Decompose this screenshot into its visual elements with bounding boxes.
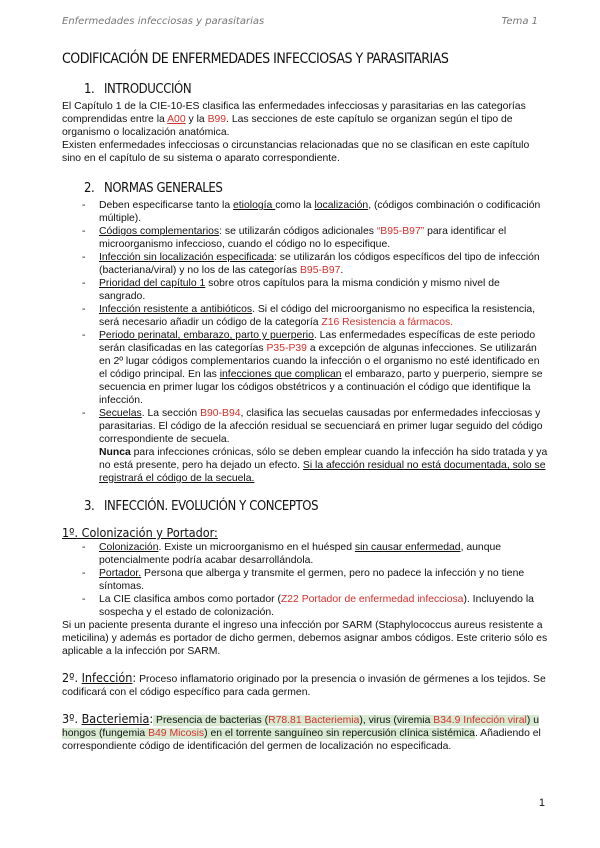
list-item: - Secuelas. La sección B90-B94, clasifica las secuelas causadas por enfermedades infecciosas y parasitarias. El código de la afección residual se secuenciará en primer lugar seguido del código correspondiente de secuela. <box>62 407 548 446</box>
infeccion-definition: 2º. Infección: Proceso inflamatorio originado por la presencia o invasión de gérmenes a los tejidos. Se codificará con el código específico para cada germen. <box>62 670 546 698</box>
subheading-colonizacion: 1º. Colonización y Portador: <box>62 525 218 540</box>
list-item: - La CIE clasifica ambos como portador (Z22 Portador de enfermedad infecciosa). Incluyendo la sospecha y el estado de colonización. <box>62 593 548 619</box>
page-header <box>62 15 538 29</box>
list-item: - Portador. Persona que alberga y transmite el germen, pero no padece la infección y no tiene síntomas. <box>62 567 548 593</box>
intro-paragraph-2: Existen enfermedades infecciosas o circunstancias relacionadas que no se clasifican en este capítulo sino en el capítulo de su sistema o aparato correspondiente. <box>62 140 530 164</box>
list-item: - Deben especificarse tanto la etiología como la localización, (códigos combinación o codificación múltiple). <box>62 199 548 225</box>
header-subject: Enfermedades infecciosas y parasitarias <box>62 16 265 27</box>
list-item: - Prioridad del capítulo 1 sobre otros capítulos para la misma condición y mismo nivel de sangrado. <box>62 277 548 303</box>
section-heading-normas: 2. NORMAS GENERALES <box>84 181 223 196</box>
list-item: - Infección sin localización especificada: se utilizarán los códigos específicos del tipo de infección (bacteriana/viral) y no los de las categorías B95-B97. <box>62 251 548 277</box>
list-item: - Códigos complementarios: se utilizarán códigos adicionales “B95-B97” para identificar el microorganismo infeccioso, cuando el código no lo especifique. <box>62 225 548 251</box>
list-item: - Infección resistente a antibióticos. Si el código del microorganismo no especifica la resistencia, será necesario añadir un código de la categoría Z16 Resistencia a fármacos. <box>62 303 548 329</box>
page-number: 1 <box>538 797 545 809</box>
section-heading-introduccion: 1. INTRODUCCIÓN <box>84 82 192 97</box>
document-title: CODIFICACIÓN DE ENFERMEDADES INFECCIOSAS Y PARASITARIAS <box>62 51 449 67</box>
section-heading-infeccion: 3. INFECCIÓN. EVOLUCIÓN Y CONCEPTOS <box>84 499 319 514</box>
list-item: Nunca para infecciones crónicas, sólo se deben emplear cuando la infección ha sido tratada y ya no está presente, pero ha dejado un efecto. Si la afección residual no está documentada, solo se registrará el código de la secuela. <box>99 447 548 484</box>
list-item: - Colonización. Existe un microorganismo en el huésped sin causar enfermedad, aunque potencialmente podría acabar desarrollándola. <box>62 541 548 567</box>
normas-list <box>62 199 548 485</box>
list-item: - Periodo perinatal, embarazo, parto y puerperio. Las enfermedades específicas de este periodo serán clasificadas en las categorías P35-P39 a excepción de algunas infecciones. Se utilizarán en 2º lugar códigos complementarios cuando la infección o el organismo no esté identificado en el código principal. En las infecciones que complican el embarazo, parto y puerperio, siempre se secuencia en primer lugar los códigos obstétricos y a continuación el código que identifique la infección. <box>62 329 548 407</box>
sarm-paragraph: Si un paciente presenta durante el ingreso una infección por SARM (Staphylococcus aureus resistente a meticilina) y además es portador de dicho germen, debemos asignar ambos códigos. Este criterio sólo es aplicable a la infección por SARM. <box>62 620 548 657</box>
colonizacion-list <box>62 541 548 619</box>
header-topic: Tema 1 <box>501 16 538 27</box>
intro-paragraph-1: El Capítulo 1 de la CIE-10-ES clasifica las enfermedades infecciosas y parasitarias en las categorías comprendidas entre la A00 y la B99. Las secciones de este capítulo se organizan según el tipo de organismo o localización anatómica. <box>62 101 526 138</box>
document-body <box>62 50 548 753</box>
bacteriemia-definition: 3º. Bacteriemia: Presencia de bacterias (R78.81 Bacteriemia), virus (viremia B34.9 Infección viral) u hongos (fungemia B49 Micosis) en el torrente sanguíneo sin repercusión clínica sistémica. Añadiendo el correspondiente código de identificación del germen de localización no especificada. <box>62 711 541 752</box>
